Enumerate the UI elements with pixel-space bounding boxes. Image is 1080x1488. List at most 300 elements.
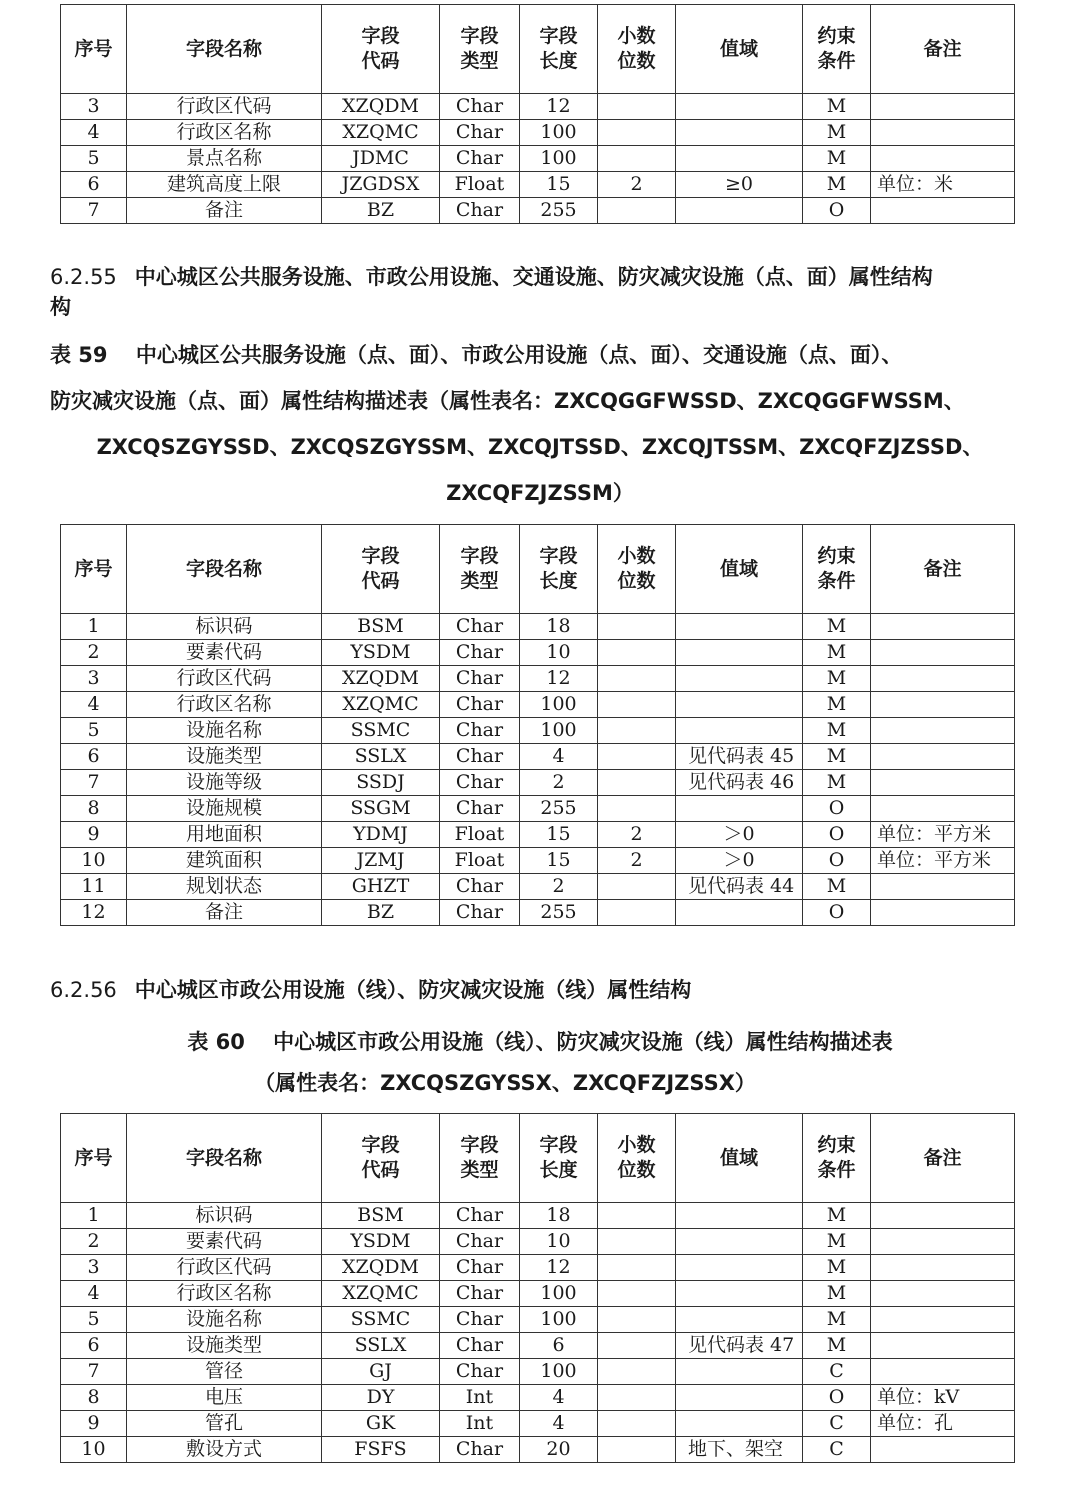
cell-field-name: 备注 [127,198,322,224]
cell-field-length: 12 [520,94,598,120]
cell-index: 2 [61,1229,127,1255]
cell-field-code: DY [322,1385,440,1411]
cell-value-range [676,900,803,926]
header-col-field-length [520,525,598,614]
cell-value-range [676,146,803,172]
cell-remarks: 单位：kV [871,1385,1015,1411]
cell-value-range: 见代码表 44 [676,874,803,900]
cell-field-name: 建筑高度上限 [127,172,322,198]
header-label: 序号 [74,1146,113,1169]
table-row [61,1307,1015,1333]
cell-index: 8 [61,1385,127,1411]
cell-field-code: YSDM [322,1229,440,1255]
cell-field-type: Char [440,640,520,666]
cell-decimals [598,1307,676,1333]
header-label: 字段类型 [460,1134,499,1181]
table-row [61,1203,1015,1229]
cell-constraint: M [803,1203,871,1229]
cell-field-code: YSDM [322,640,440,666]
cell-remarks [871,1333,1015,1359]
cell-index: 10 [61,1437,127,1463]
cell-index: 3 [61,666,127,692]
cell-remarks [871,1307,1015,1333]
cell-field-code: YDMJ [322,822,440,848]
cell-constraint: O [803,848,871,874]
cell-constraint: O [803,900,871,926]
cell-field-type: Char [440,692,520,718]
header-label: 字段代码 [361,1134,400,1181]
cell-decimals [598,1255,676,1281]
cell-field-code: XZQMC [322,692,440,718]
cell-field-length: 10 [520,1229,598,1255]
cell-constraint: M [803,94,871,120]
cell-field-type: Char [440,1333,520,1359]
cell-field-code: SSMC [322,1307,440,1333]
table-row [61,900,1015,926]
cell-field-code: GHZT [322,874,440,900]
cell-field-length: 18 [520,1203,598,1229]
table-row [61,770,1015,796]
table-60 [60,1113,1015,1463]
cell-field-type: Char [440,614,520,640]
cell-field-name: 设施名称 [127,1307,322,1333]
table-row [61,172,1015,198]
cell-field-length: 4 [520,744,598,770]
header-col-field-code [322,525,440,614]
cell-field-length: 255 [520,198,598,224]
cell-field-code: XZQMC [322,1281,440,1307]
header-col-index [61,5,127,94]
cell-remarks [871,692,1015,718]
cell-index: 1 [61,1203,127,1229]
cell-field-length: 12 [520,1255,598,1281]
cell-index: 2 [61,640,127,666]
cell-index: 6 [61,744,127,770]
cell-field-code: JDMC [322,146,440,172]
table-row [61,848,1015,874]
cell-constraint: O [803,198,871,224]
cell-value-range: 地下、架空 [676,1437,803,1463]
cell-field-code: FSFS [322,1437,440,1463]
cell-decimals [598,120,676,146]
cell-value-range [676,666,803,692]
cell-value-range: 见代码表 46 [676,770,803,796]
cell-field-code: GJ [322,1359,440,1385]
header-col-value-range [676,525,803,614]
header-label: 备注 [923,37,962,60]
cell-field-type: Char [440,1437,520,1463]
cell-field-length: 4 [520,1411,598,1437]
cell-decimals [598,1229,676,1255]
cell-remarks: 单位：孔 [871,1411,1015,1437]
cell-remarks [871,146,1015,172]
cell-field-length: 100 [520,146,598,172]
cell-field-name: 设施等级 [127,770,322,796]
cell-field-name: 备注 [127,900,322,926]
table-59-caption-line-3: ZXCQSZGYSSD、ZXCQSZGYSSM、ZXCQJTSSD、ZXCQJTSSM、ZXCQFZJZSSD、 [96,435,984,459]
header-label: 字段长度 [539,545,578,592]
cell-decimals [598,666,676,692]
cell-remarks [871,900,1015,926]
cell-constraint: M [803,666,871,692]
cell-field-length: 2 [520,874,598,900]
cell-decimals [598,1203,676,1229]
header-label: 备注 [923,1146,962,1169]
cell-constraint: O [803,796,871,822]
cell-field-length: 100 [520,1359,598,1385]
cell-constraint: M [803,614,871,640]
cell-index: 9 [61,1411,127,1437]
table-row [61,146,1015,172]
header-label: 约束条件 [817,25,856,72]
cell-remarks: 单位：平方米 [871,822,1015,848]
cell-remarks [871,796,1015,822]
header-label: 小数位数 [617,1134,656,1181]
cell-field-code: XZQDM [322,94,440,120]
cell-index: 8 [61,796,127,822]
table-row [61,1437,1015,1463]
cell-value-range: 见代码表 45 [676,744,803,770]
cell-value-range [676,1281,803,1307]
header-col-value-range [676,1114,803,1203]
cell-value-range [676,1359,803,1385]
cell-field-code: SSDJ [322,770,440,796]
cell-field-length: 2 [520,770,598,796]
cell-decimals [598,874,676,900]
cell-value-range [676,640,803,666]
cell-field-code: SSLX [322,1333,440,1359]
cell-index: 11 [61,874,127,900]
cell-value-range [676,1385,803,1411]
cell-decimals: 2 [598,822,676,848]
table-row [61,1281,1015,1307]
header-label: 序号 [74,37,113,60]
header-label: 小数位数 [617,545,656,592]
cell-field-type: Char [440,770,520,796]
cell-field-name: 电压 [127,1385,322,1411]
cell-field-name: 行政区代码 [127,1255,322,1281]
cell-index: 4 [61,1281,127,1307]
header-label: 值域 [719,37,758,60]
cell-field-name: 设施类型 [127,1333,322,1359]
cell-decimals [598,718,676,744]
header-col-constraint [803,1114,871,1203]
cell-remarks [871,666,1015,692]
cell-field-length: 100 [520,120,598,146]
table-60-caption-line-2: （属性表名：ZXCQSZGYSSX、ZXCQFZJZSSX） [254,1071,756,1095]
cell-remarks [871,718,1015,744]
cell-decimals [598,640,676,666]
cell-field-type: Char [440,1307,520,1333]
cell-constraint: C [803,1437,871,1463]
cell-constraint: M [803,744,871,770]
header-label: 字段长度 [539,25,578,72]
cell-field-type: Char [440,146,520,172]
header-label: 值域 [719,1146,758,1169]
cell-value-range: ＞0 [676,848,803,874]
cell-field-code: GK [322,1411,440,1437]
cell-constraint: M [803,692,871,718]
header-col-decimals [598,525,676,614]
cell-value-range [676,94,803,120]
header-col-field-type [440,5,520,94]
cell-field-type: Char [440,120,520,146]
cell-field-type: Char [440,198,520,224]
cell-decimals [598,796,676,822]
cell-remarks [871,1203,1015,1229]
cell-field-type: Char [440,1203,520,1229]
cell-index: 7 [61,770,127,796]
cell-field-name: 管孔 [127,1411,322,1437]
section-title-continuation: 构 [50,295,71,319]
cell-field-type: Char [440,1255,520,1281]
cell-field-type: Char [440,1229,520,1255]
cell-field-code: XZQMC [322,120,440,146]
cell-index: 7 [61,1359,127,1385]
cell-value-range [676,198,803,224]
header-col-field-name [127,5,322,94]
cell-constraint: M [803,1333,871,1359]
table-row [61,692,1015,718]
cell-field-length: 100 [520,1281,598,1307]
cell-field-type: Char [440,718,520,744]
cell-field-code: BSM [322,1203,440,1229]
cell-constraint: M [803,1281,871,1307]
header-label: 字段类型 [460,545,499,592]
header-label: 字段名称 [185,1146,262,1169]
cell-field-type: Char [440,666,520,692]
header-col-value-range [676,5,803,94]
header-col-field-type [440,525,520,614]
cell-constraint: M [803,640,871,666]
cell-decimals [598,1437,676,1463]
cell-field-name: 敷设方式 [127,1437,322,1463]
cell-decimals: 2 [598,848,676,874]
cell-field-code: SSGM [322,796,440,822]
cell-remarks [871,614,1015,640]
table-60-caption-line-1: 表 60 中心城区市政公用设施（线）、防灾减灾设施（线）属性结构描述表 [187,1030,893,1054]
cell-decimals [598,1359,676,1385]
table-row [61,120,1015,146]
table-row [61,874,1015,900]
cell-value-range: ＞0 [676,822,803,848]
cell-field-code: BZ [322,900,440,926]
cell-decimals [598,614,676,640]
header-label: 字段代码 [361,25,400,72]
cell-decimals [598,1281,676,1307]
cell-decimals [598,770,676,796]
cell-field-length: 12 [520,666,598,692]
cell-remarks [871,198,1015,224]
cell-decimals [598,692,676,718]
cell-remarks: 单位：米 [871,172,1015,198]
cell-value-range [676,120,803,146]
cell-index: 10 [61,848,127,874]
header-col-constraint [803,5,871,94]
header-row [61,525,1015,614]
cell-field-code: XZQDM [322,666,440,692]
cell-value-range [676,1411,803,1437]
cell-field-name: 规划状态 [127,874,322,900]
cell-field-name: 行政区名称 [127,692,322,718]
header-label: 约束条件 [817,1134,856,1181]
cell-field-name: 行政区名称 [127,1281,322,1307]
header-col-remarks [871,1114,1015,1203]
cell-field-type: Int [440,1411,520,1437]
header-col-field-length [520,1114,598,1203]
cell-constraint: M [803,874,871,900]
cell-field-length: 18 [520,614,598,640]
header-row [61,1114,1015,1203]
cell-remarks: 单位：平方米 [871,848,1015,874]
cell-field-type: Float [440,172,520,198]
cell-field-name: 要素代码 [127,640,322,666]
cell-decimals: 2 [598,172,676,198]
header-label: 字段长度 [539,1134,578,1181]
cell-index: 4 [61,692,127,718]
cell-field-name: 设施规模 [127,796,322,822]
table-row [61,198,1015,224]
cell-constraint: C [803,1359,871,1385]
cell-field-name: 设施类型 [127,744,322,770]
attribute-table-continued [60,4,1015,224]
cell-field-length: 6 [520,1333,598,1359]
cell-field-code: JZGDSX [322,172,440,198]
cell-field-type: Char [440,94,520,120]
cell-value-range [676,718,803,744]
cell-remarks [871,1437,1015,1463]
cell-index: 6 [61,172,127,198]
cell-index: 12 [61,900,127,926]
cell-field-type: Char [440,1359,520,1385]
cell-remarks [871,94,1015,120]
header-col-constraint [803,525,871,614]
cell-field-code: SSMC [322,718,440,744]
table-row [61,1229,1015,1255]
cell-field-name: 行政区代码 [127,666,322,692]
header-col-remarks [871,525,1015,614]
cell-field-name: 行政区名称 [127,120,322,146]
table-row [61,718,1015,744]
cell-field-name: 设施名称 [127,718,322,744]
cell-decimals [598,146,676,172]
cell-field-code: SSLX [322,744,440,770]
cell-value-range [676,614,803,640]
cell-constraint: M [803,718,871,744]
cell-field-length: 20 [520,1437,598,1463]
cell-index: 1 [61,614,127,640]
header-col-decimals [598,5,676,94]
header-label: 字段代码 [361,545,400,592]
section-title: 中心城区市政公用设施（线）、防灾减灾设施（线）属性结构 [134,978,692,1002]
cell-value-range [676,1229,803,1255]
cell-field-code: BZ [322,198,440,224]
cell-field-length: 255 [520,900,598,926]
cell-decimals [598,1333,676,1359]
header-label: 字段类型 [460,25,499,72]
section-number: 6.2.56 [50,978,117,1002]
cell-constraint: M [803,1229,871,1255]
cell-decimals [598,900,676,926]
table-row [61,1385,1015,1411]
cell-index: 9 [61,822,127,848]
cell-field-type: Char [440,900,520,926]
cell-field-name: 行政区代码 [127,94,322,120]
cell-constraint: O [803,822,871,848]
section-heading-6-2-56 [50,975,1035,1005]
cell-field-code: JZMJ [322,848,440,874]
cell-field-length: 100 [520,692,598,718]
cell-decimals [598,198,676,224]
cell-constraint: M [803,770,871,796]
cell-value-range [676,1203,803,1229]
cell-index: 5 [61,718,127,744]
cell-remarks [871,1255,1015,1281]
header-label: 字段名称 [185,557,262,580]
table-row [61,1411,1015,1437]
cell-remarks [871,1359,1015,1385]
cell-field-type: Char [440,744,520,770]
cell-remarks [871,640,1015,666]
header-label: 字段名称 [185,37,262,60]
table-59-caption-line-1: 表 59 中心城区公共服务设施（点、面）、市政公用设施（点、面）、交通设施（点、面）、 [50,343,903,367]
cell-index: 3 [61,1255,127,1281]
table-row [61,796,1015,822]
cell-remarks [871,770,1015,796]
cell-field-length: 15 [520,822,598,848]
table-59 [60,524,1015,926]
cell-value-range [676,692,803,718]
header-label: 备注 [923,557,962,580]
cell-index: 6 [61,1333,127,1359]
cell-constraint: O [803,1385,871,1411]
header-col-field-code [322,5,440,94]
header-col-field-length [520,5,598,94]
section-title: 中心城区公共服务设施、市政公用设施、交通设施、防灾减灾设施（点、面）属性结构 [134,265,933,289]
header-col-field-name [127,525,322,614]
cell-field-type: Char [440,796,520,822]
cell-index: 3 [61,94,127,120]
cell-remarks [871,874,1015,900]
cell-decimals [598,1411,676,1437]
cell-field-length: 100 [520,718,598,744]
cell-field-code: BSM [322,614,440,640]
cell-field-type: Char [440,1281,520,1307]
cell-field-length: 10 [520,640,598,666]
cell-field-length: 4 [520,1385,598,1411]
cell-index: 5 [61,146,127,172]
cell-field-length: 255 [520,796,598,822]
cell-constraint: M [803,146,871,172]
cell-decimals [598,1385,676,1411]
header-label: 约束条件 [817,545,856,592]
cell-field-length: 100 [520,1307,598,1333]
cell-field-length: 15 [520,848,598,874]
table-row [61,744,1015,770]
table-row [61,1333,1015,1359]
table-59-caption-line-4: ZXCQFZJZSSM） [446,481,634,505]
header-col-field-name [127,1114,322,1203]
cell-field-name: 管径 [127,1359,322,1385]
header-col-field-code [322,1114,440,1203]
cell-index: 5 [61,1307,127,1333]
cell-constraint: M [803,1307,871,1333]
cell-decimals [598,744,676,770]
cell-remarks [871,120,1015,146]
cell-field-name: 要素代码 [127,1229,322,1255]
cell-field-type: Int [440,1385,520,1411]
section-number: 6.2.55 [50,265,117,289]
